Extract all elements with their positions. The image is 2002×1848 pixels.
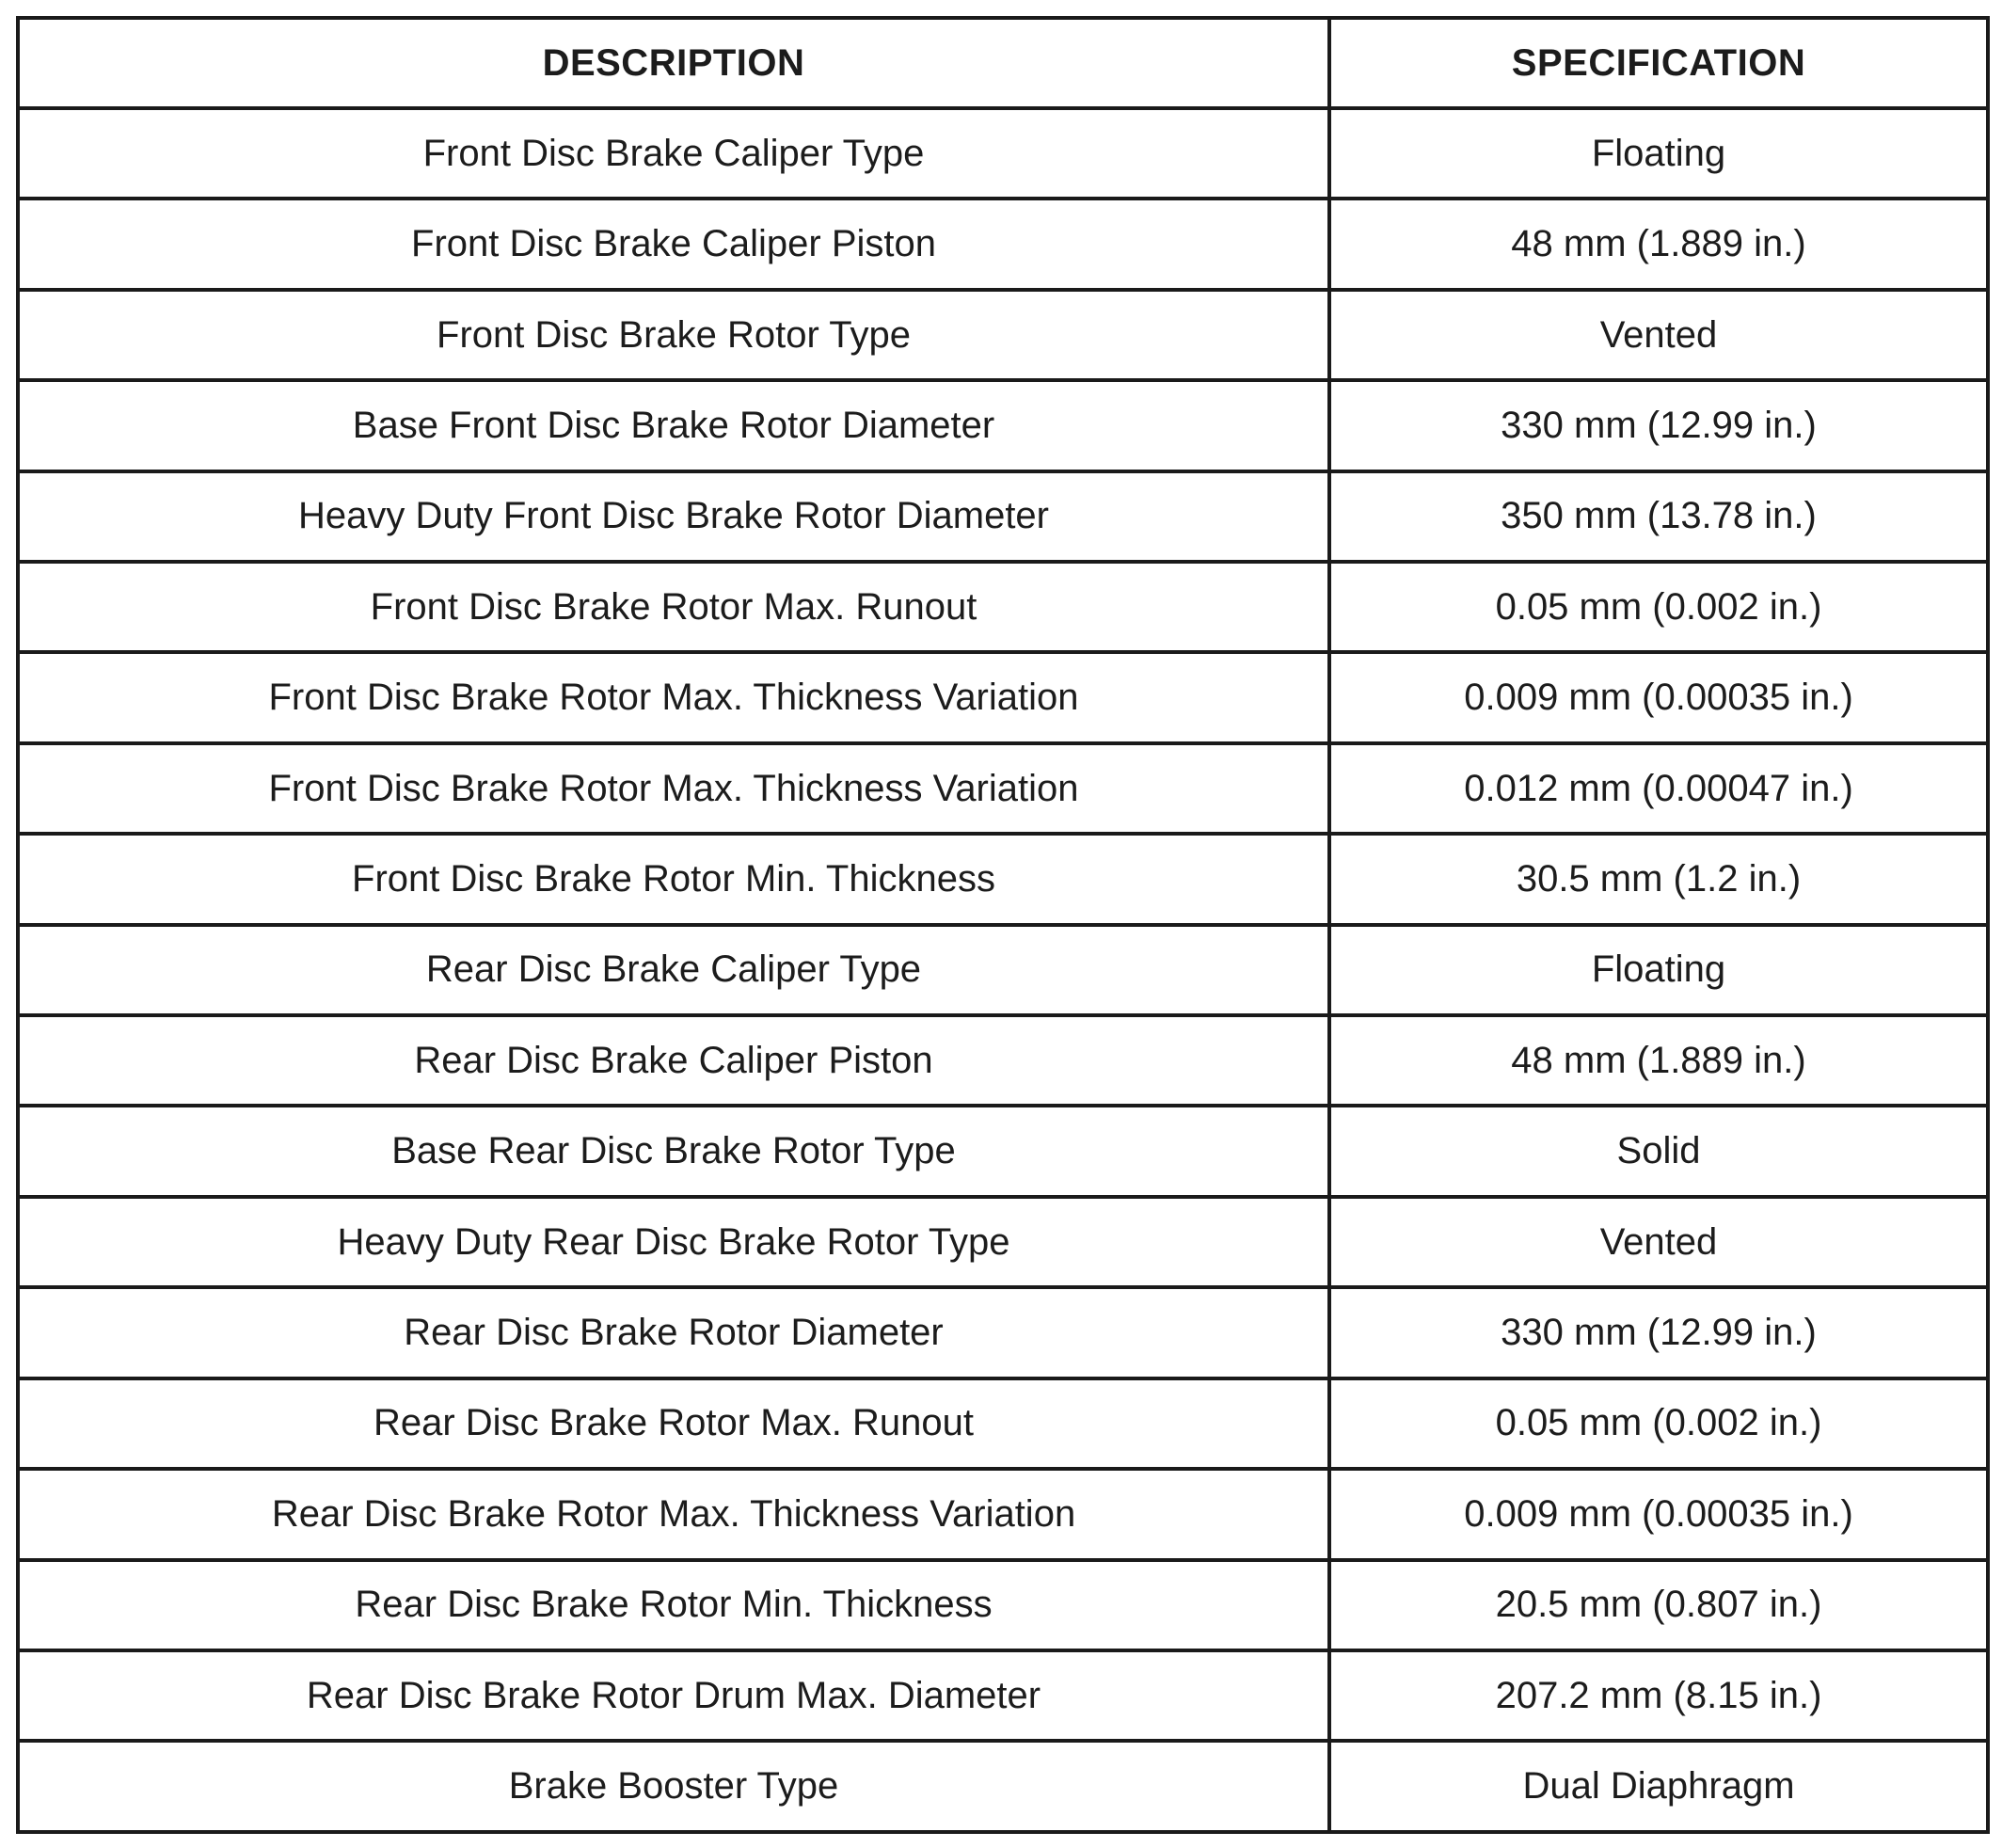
table-body bbox=[18, 108, 1988, 1832]
description-cell: Rear Disc Brake Rotor Diameter bbox=[18, 1287, 1329, 1378]
specification-cell: 207.2 mm (8.15 in.) bbox=[1329, 1650, 1988, 1741]
specification-cell: 30.5 mm (1.2 in.) bbox=[1329, 834, 1988, 924]
description-cell: Rear Disc Brake Rotor Max. Runout bbox=[18, 1378, 1329, 1469]
table-row bbox=[18, 925, 1988, 1015]
brake-specification-table bbox=[16, 16, 1990, 1834]
column-header-specification: SPECIFICATION bbox=[1329, 18, 1988, 108]
description-cell: Front Disc Brake Rotor Max. Thickness Variation bbox=[18, 652, 1329, 742]
description-cell: Base Front Disc Brake Rotor Diameter bbox=[18, 380, 1329, 470]
description-cell: Rear Disc Brake Rotor Drum Max. Diameter bbox=[18, 1650, 1329, 1741]
description-cell: Front Disc Brake Caliper Piston bbox=[18, 199, 1329, 289]
description-cell: Brake Booster Type bbox=[18, 1741, 1329, 1832]
description-cell: Front Disc Brake Rotor Max. Runout bbox=[18, 562, 1329, 652]
specification-cell: 0.009 mm (0.00035 in.) bbox=[1329, 652, 1988, 742]
table-row bbox=[18, 1015, 1988, 1106]
table-row bbox=[18, 199, 1988, 289]
description-cell: Rear Disc Brake Rotor Min. Thickness bbox=[18, 1560, 1329, 1650]
table-row bbox=[18, 743, 1988, 834]
specification-cell: 0.05 mm (0.002 in.) bbox=[1329, 562, 1988, 652]
table-row bbox=[18, 652, 1988, 742]
table-row bbox=[18, 1106, 1988, 1196]
column-header-description: DESCRIPTION bbox=[18, 18, 1329, 108]
table-row bbox=[18, 1560, 1988, 1650]
table-row bbox=[18, 471, 1988, 562]
table-header-row bbox=[18, 18, 1988, 108]
description-cell: Front Disc Brake Rotor Type bbox=[18, 290, 1329, 380]
specification-cell: 48 mm (1.889 in.) bbox=[1329, 1015, 1988, 1106]
specification-cell: Solid bbox=[1329, 1106, 1988, 1196]
specification-cell: 0.009 mm (0.00035 in.) bbox=[1329, 1469, 1988, 1559]
specification-cell: Floating bbox=[1329, 925, 1988, 1015]
table-row bbox=[18, 562, 1988, 652]
specification-cell: 330 mm (12.99 in.) bbox=[1329, 380, 1988, 470]
table-row bbox=[18, 834, 1988, 924]
specification-cell: 0.05 mm (0.002 in.) bbox=[1329, 1378, 1988, 1469]
table-row bbox=[18, 380, 1988, 470]
description-cell: Heavy Duty Front Disc Brake Rotor Diameter bbox=[18, 471, 1329, 562]
description-cell: Rear Disc Brake Rotor Max. Thickness Variation bbox=[18, 1469, 1329, 1559]
specification-cell: Vented bbox=[1329, 290, 1988, 380]
table-row bbox=[18, 1287, 1988, 1378]
table-row bbox=[18, 1197, 1988, 1287]
specification-cell: 330 mm (12.99 in.) bbox=[1329, 1287, 1988, 1378]
specification-cell: Floating bbox=[1329, 108, 1988, 199]
specification-cell: 48 mm (1.889 in.) bbox=[1329, 199, 1988, 289]
specification-cell: 0.012 mm (0.00047 in.) bbox=[1329, 743, 1988, 834]
description-cell: Base Rear Disc Brake Rotor Type bbox=[18, 1106, 1329, 1196]
table-row bbox=[18, 1741, 1988, 1832]
description-cell: Front Disc Brake Rotor Max. Thickness Variation bbox=[18, 743, 1329, 834]
table-row bbox=[18, 1469, 1988, 1559]
description-cell: Front Disc Brake Caliper Type bbox=[18, 108, 1329, 199]
description-cell: Heavy Duty Rear Disc Brake Rotor Type bbox=[18, 1197, 1329, 1287]
specification-cell: Vented bbox=[1329, 1197, 1988, 1287]
table-row bbox=[18, 108, 1988, 199]
table-row bbox=[18, 1378, 1988, 1469]
table-row bbox=[18, 1650, 1988, 1741]
specification-cell: 20.5 mm (0.807 in.) bbox=[1329, 1560, 1988, 1650]
description-cell: Rear Disc Brake Caliper Piston bbox=[18, 1015, 1329, 1106]
description-cell: Front Disc Brake Rotor Min. Thickness bbox=[18, 834, 1329, 924]
specification-cell: Dual Diaphragm bbox=[1329, 1741, 1988, 1832]
table-row bbox=[18, 290, 1988, 380]
specification-cell: 350 mm (13.78 in.) bbox=[1329, 471, 1988, 562]
description-cell: Rear Disc Brake Caliper Type bbox=[18, 925, 1329, 1015]
